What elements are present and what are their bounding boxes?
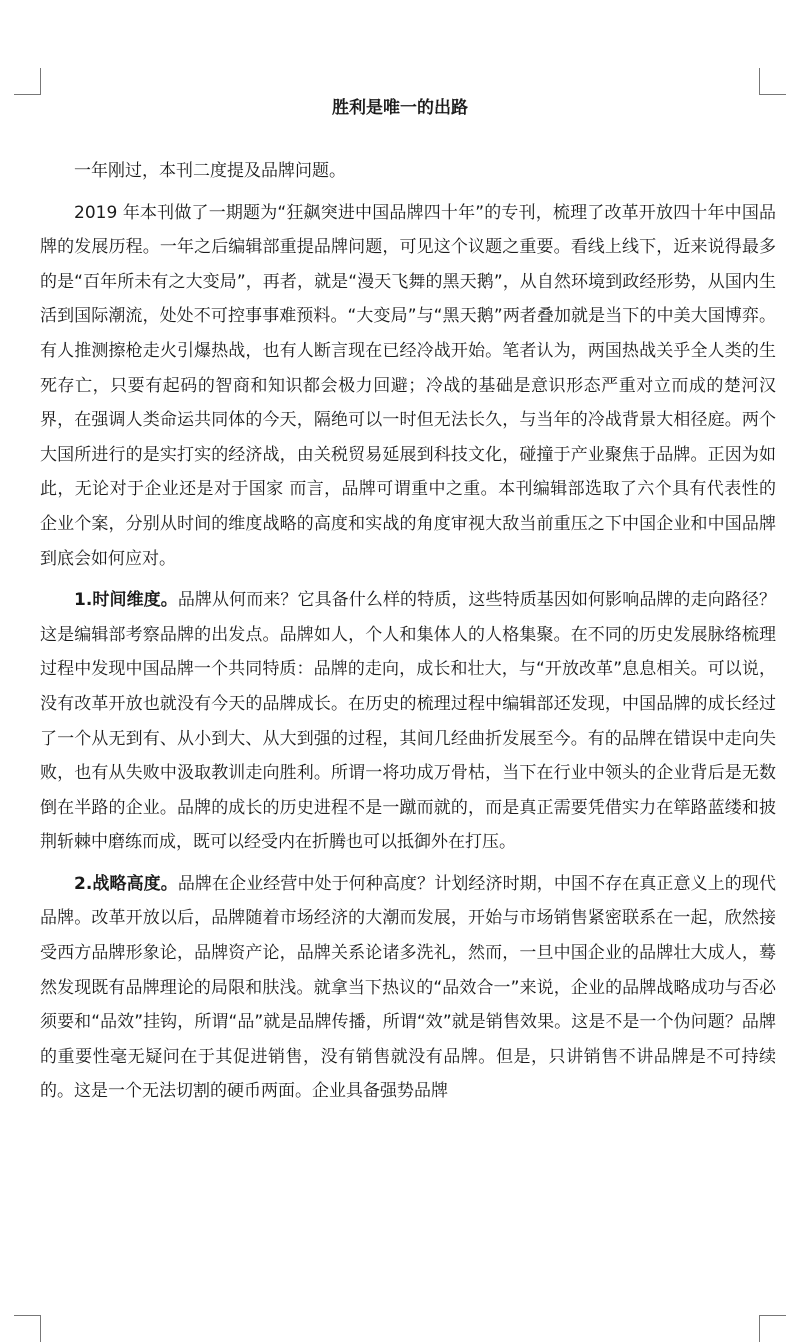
paragraph-heading: 2.战略高度。 xyxy=(74,873,178,894)
crop-mark-bottom-left xyxy=(14,1315,41,1342)
paragraph-time-dimension xyxy=(40,583,776,860)
paragraph-text: 品牌从何而来？它具备什么样的特质，这些特质基因如何影响品牌的走向路径？这是编辑部考察品牌的出发点。品牌如人，个人和集体人的人格集聚。在不同的历史发展脉络梳理过程中发现中国品牌一个共同特质：品牌的走向，成长和壮大，与“开放改革”息息相关。可以说，没有改革开放也就没有今天的品牌成长。在历史的梳理过程中编辑部还发现，中国品牌的成长经过了一个从无到有、从小到大、从大到强的过程，其间几经曲折发展至今。有的品牌在错误中走向失败，也有从失败中汲取教训走向胜利。所谓一将功成万骨枯，当下在行业中领头的企业背后是无数倒在半路的企业。品牌的成长的历史进程不是一蹴而就的，而是真正需要凭借实力在筚路蓝缕和披荆斩棘中磨练而成，既可以经受内在折腾也可以抵御外在打压。 xyxy=(40,590,776,853)
paragraph-heading: 1.时间维度。 xyxy=(74,590,178,611)
document-body xyxy=(40,154,776,1116)
paragraph-text: 2019 年本刊做了一期题为“狂飙突进中国品牌四十年”的专刊，梳理了改革开放四十年中国品牌的发展历程。一年之后编辑部重提品牌问题，可见这个议题之重要。看线上线下，近来说得最多的是“百年所未有之大变局”，再者，就是“漫天飞舞的黑天鹅”，从自然环境到政经形势，从国内生活到国际潮流，处处不可控事事难预料。“大变局”与“黑天鹅”两者叠加就是当下的中美大国博弈。有人推测擦枪走火引爆热战，也有人断言现在已经冷战开始。笔者认为，两国热战关乎全人类的生死存亡，只要有起码的智商和知识都会极力回避；冷战的基础是意识形态严重对立而成的楚河汉界，在强调人类命运共同体的今天，隔绝可以一时但无法长久，与当年的冷战背景大相径庭。两个大国所进行的是实打实的经济战，由关税贸易延展到科技文化，碰撞于产业聚焦于品牌。正因为如此，无论对于企业还是对于国家 而言，品牌可谓重中之重。本刊编辑部选取了六个具有代表性的企业个案，分别从时间的维度战略的高度和实战的角度审视大敌当前重压之下中国企业和中国品牌到底会如何应对。 xyxy=(40,202,776,569)
document-title: 胜利是唯一的出路 xyxy=(332,98,468,118)
paragraph-strategic-height xyxy=(40,867,776,1109)
crop-mark-top-right xyxy=(759,68,786,95)
paragraph-text: 品牌在企业经营中处于何种高度？计划经济时期，中国不存在真正意义上的现代品牌。改革开放以后，品牌随着市场经济的大潮而发展，开始与市场销售紧密联系在一起，欣然接受西方品牌形象论，品牌资产论，品牌关系论诸多洗礼，然而，一旦中国企业的品牌壮大成人，蓦然发现既有品牌理论的局限和肤浅。就拿当下热议的“品效合一”来说，企业的品牌战略成功与否必须要和“品效”挂钩，所谓“品”就是品牌传播，所谓“效”就是销售效果。这是不是一个伪问题？品牌的重要性毫无疑问在于其促进销售，没有销售就没有品牌。但是，只讲销售不讲品牌是不可持续的。这是一个无法切割的硬币两面。企业具备强势品牌 xyxy=(40,873,776,1102)
crop-mark-top-left xyxy=(14,68,41,95)
paragraph-background xyxy=(40,196,776,577)
paragraph-intro xyxy=(40,154,776,189)
crop-mark-bottom-right xyxy=(759,1315,786,1342)
paragraph-text: 一年刚过，本刊二度提及品牌问题。 xyxy=(74,161,346,181)
